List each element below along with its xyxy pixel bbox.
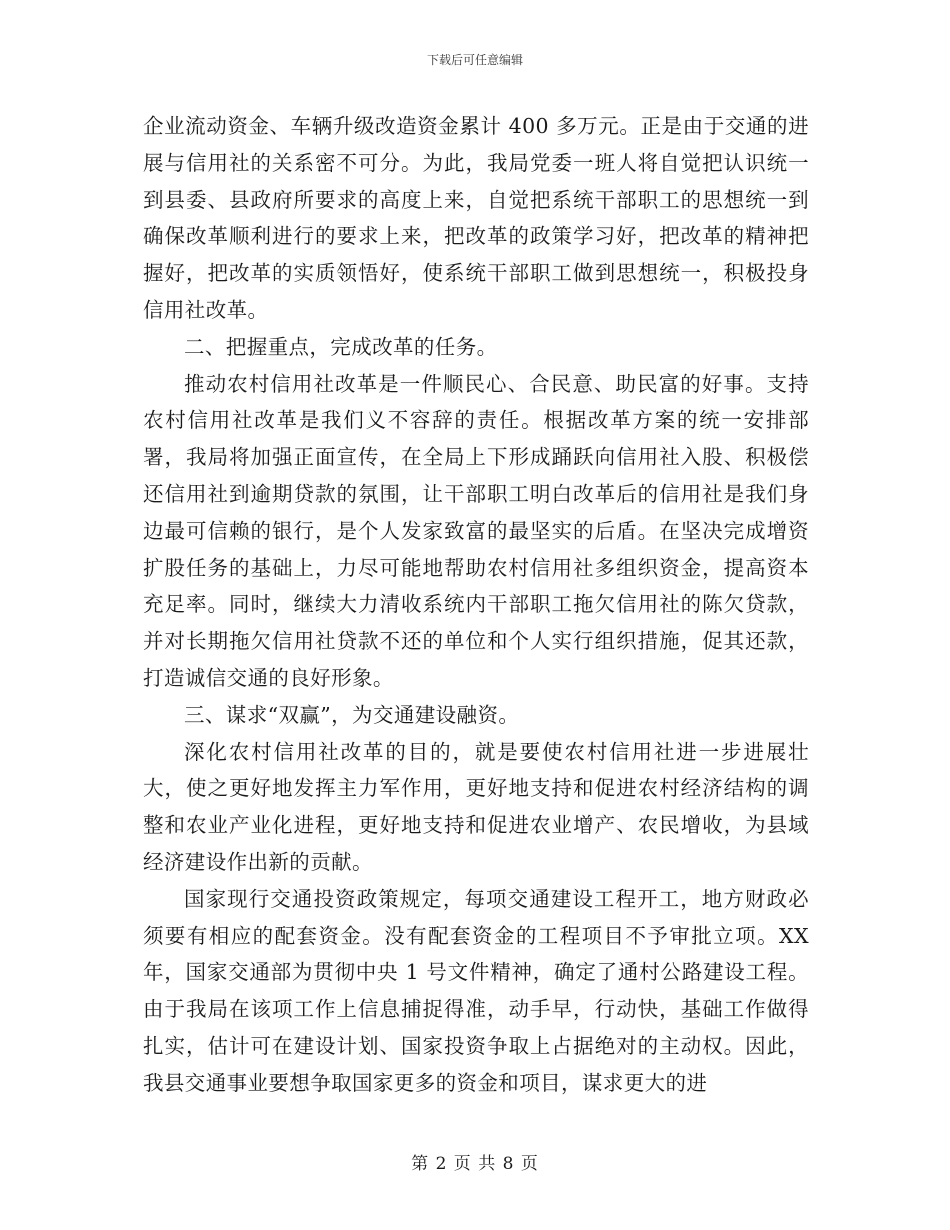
heading-section-3: 三、谋求“双赢”，为交通建设融资。 [184, 702, 520, 727]
page-header: 下载后可任意编辑 [426, 53, 523, 67]
paragraph-2: 推动农村信用社改革是一件顺民心、合民意、助民富的好事。支持农村信用社改革是我们义不容辞的责任。根据改革方案的统一安排部署，我局将加强正面宣传，在全局上下形成踊跃向信用社入股、积极偿还信用社到逾期贷款的氛围，让干部职工明白改革后的信用社是我们身边最可信赖的银行，是个人发家致富的最坚实的后盾。在坚决完成增资扩股任务的基础上，力尽可能地帮助农村信用社多组织资金，提高资本充足率。同时，继续大力清收系统内干部职工拖欠信用社的陈欠贷款，并对长期拖欠信用社贷款不还的单位和个人实行组织措施，促其还款，打造诚信交通的良好形象。 [143, 371, 809, 690]
document-body [143, 108, 809, 1102]
paragraph-4: 国家现行交通投资政策规定，每项交通建设工程开工，地方财政必须要有相应的配套资金。没有配套资金的工程项目不予审批立项。XX 年，国家交通部为贯彻中央 1 号文件精神，确定了通村公路建设工程。由于我局在该项工作上信息捕捉得准，动手早，行动快，基础工作做得扎实，估计可在建设计划、国家投资争取上占据绝对的主动权。因此，我县交通事业要想争取国家更多的资金和项目，谋求更大的进 [143, 886, 809, 1095]
page-number: 第 2 页 共 8 页 [411, 1154, 539, 1174]
heading-section-2: 二、把握重点，完成改革的任务。 [184, 334, 498, 359]
paragraph-1: 企业流动资金、车辆升级改造资金累计 400 多万元。正是由于交通的进展与信用社的关系密不可分。为此，我局党委一班人将自觉把认识统一到县委、县政府所要求的高度上来，自觉把系统干部职工的思想统一到确保改革顺利进行的要求上来，把改革的政策学习好，把改革的精神把握好，把改革的实质领悟好，使系统干部职工做到思想统一，积极投身信用社改革。 [143, 114, 809, 322]
paragraph-3: 深化农村信用社改革的目的，就是要使农村信用社进一步进展壮大，使之更好地发挥主力军作用，更好地支持和促进农村经济结构的调整和农业产业化进程，更好地支持和促进农业增产、农民增收，为县域经济建设作出新的贡献。 [143, 739, 809, 874]
